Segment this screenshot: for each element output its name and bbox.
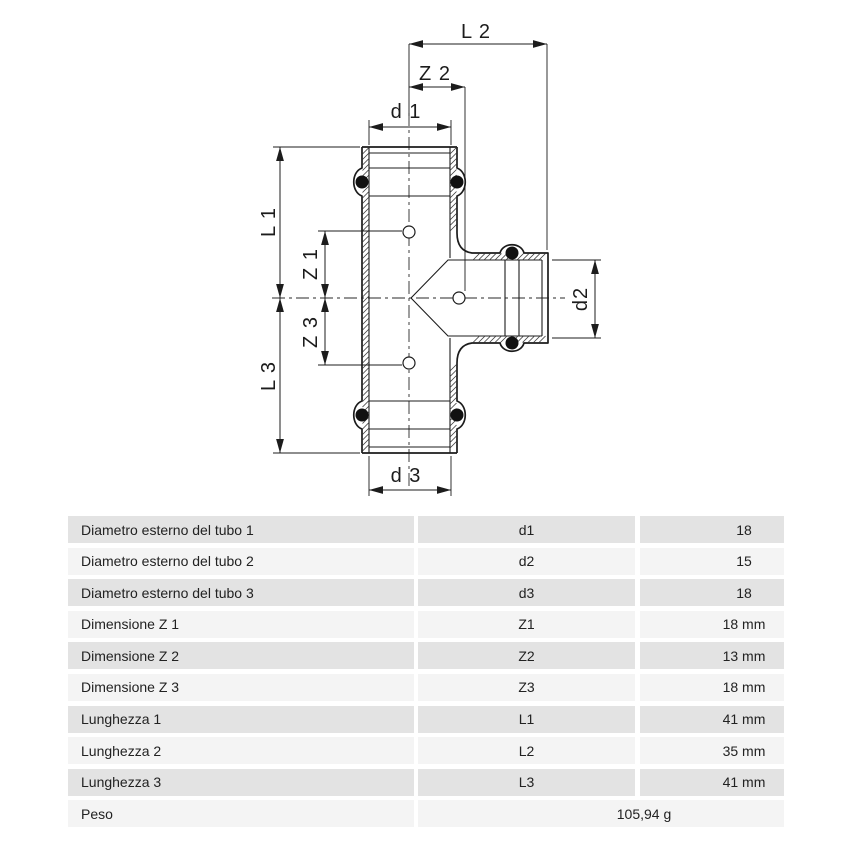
spec-value: 13 mm [640, 642, 784, 669]
centerlines [272, 113, 565, 489]
spec-symbol: L1 [418, 706, 635, 733]
table-row [68, 642, 784, 669]
spec-label: Lunghezza 3 [68, 769, 414, 796]
spec-value: 18 mm [640, 674, 784, 701]
spec-symbol: Z2 [418, 642, 635, 669]
table-row [68, 769, 784, 796]
spec-symbol: Z3 [418, 674, 635, 701]
spec-symbol: d3 [418, 579, 635, 606]
spec-symbol: L3 [418, 769, 635, 796]
spec-label: Diametro esterno del tubo 2 [68, 548, 414, 575]
spec-symbol: L2 [418, 737, 635, 764]
spec-value: 18 [640, 516, 784, 543]
spec-table [68, 516, 784, 827]
spec-label: Dimensione Z 2 [68, 642, 414, 669]
dim-label-z3: Z 3 [300, 316, 322, 348]
spec-label: Diametro esterno del tubo 1 [68, 516, 414, 543]
spec-label: Dimensione Z 1 [68, 611, 414, 638]
extension-lines [273, 44, 601, 496]
table-row [68, 579, 784, 606]
spec-value: 18 mm [640, 611, 784, 638]
spec-value: 18 [640, 579, 784, 606]
table-row [68, 611, 784, 638]
spec-symbol: d2 [418, 548, 635, 575]
spec-symbol: d1 [418, 516, 635, 543]
dim-label-d3: d 3 [390, 465, 422, 487]
dim-label-l2: L 2 [460, 21, 492, 43]
spec-symbol: Z1 [418, 611, 635, 638]
spec-value: 41 mm [640, 706, 784, 733]
spec-value: 41 mm [640, 769, 784, 796]
table-row [68, 674, 784, 701]
reference-points [403, 226, 465, 369]
table-row [68, 516, 784, 543]
o-ring-seals [356, 176, 519, 422]
dim-label-d1: d 1 [390, 101, 422, 123]
table-row [68, 737, 784, 764]
dim-label-z1: Z 1 [300, 248, 322, 280]
spec-label: Lunghezza 2 [68, 737, 414, 764]
table-row [68, 800, 784, 827]
dim-label-z2: Z 2 [419, 63, 451, 85]
spec-label: Diametro esterno del tubo 3 [68, 579, 414, 606]
spec-label: Dimensione Z 3 [68, 674, 414, 701]
spec-label: Lunghezza 1 [68, 706, 414, 733]
table-row [68, 706, 784, 733]
dim-label-d2: d2 [570, 286, 592, 312]
spec-label: Peso [68, 800, 414, 827]
spec-value: 35 mm [640, 737, 784, 764]
dim-label-l1: L 1 [258, 206, 280, 238]
table-row [68, 548, 784, 575]
dim-label-l3: L 3 [258, 360, 280, 392]
spec-value: 105,94 g [418, 800, 784, 827]
spec-value: 15 [640, 548, 784, 575]
